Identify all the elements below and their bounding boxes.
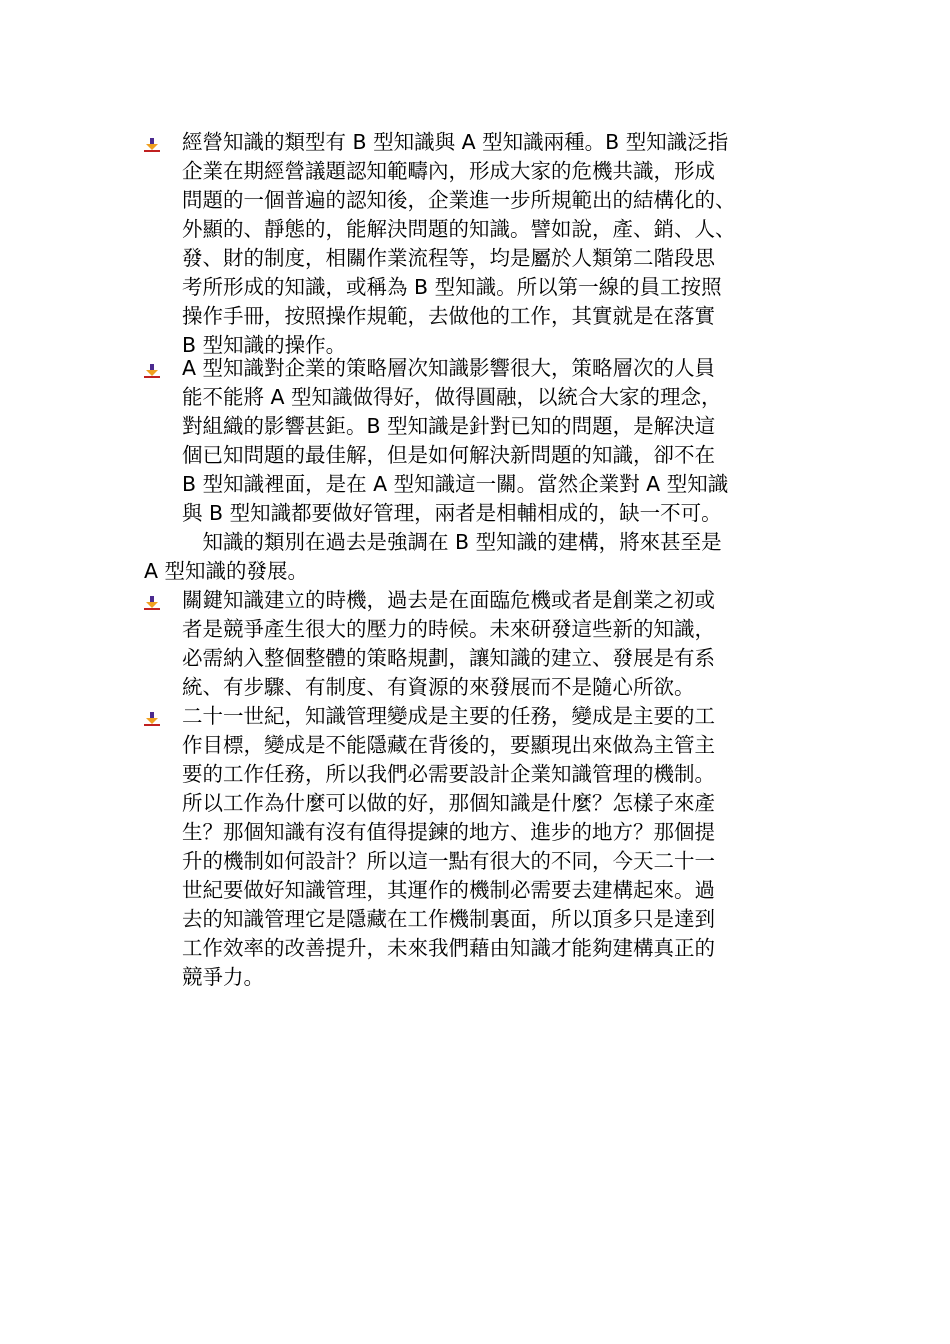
text-line: 問題的一個普遍的認知後，企業進一步所規範出的結構化的、 (182, 188, 736, 212)
text-line: 對組織的影響甚鉅。B 型知識是針對已知的問題，是解決這 (182, 414, 716, 438)
text-line: 生？那個知識有沒有值得提鍊的地方、進步的地方？那個提 (182, 820, 715, 844)
arrow-down-bullet-icon (144, 712, 160, 726)
text-line: 個已知問題的最佳解，但是如何解決新問題的知識，卻不在 (182, 443, 715, 467)
text-line: 所以工作為什麼可以做的好，那個知識是什麼？怎樣子來產 (182, 791, 715, 815)
text-line: 能不能將 A 型知識做得好，做得圓融，以統合大家的理念， (182, 385, 722, 409)
text-line: 關鍵知識建立的時機，過去是在面臨危機或者是創業之初或 (182, 588, 715, 612)
arrow-down-bullet-icon (144, 364, 160, 378)
bullet-item (144, 354, 814, 528)
text-line: 者是競爭產生很大的壓力的時候。未來研發這些新的知識， (182, 617, 715, 641)
text-line: A 型知識對企業的策略層次知識影響很大，策略層次的人員 (182, 356, 716, 380)
body-paragraph (144, 528, 814, 586)
text-line: 工作效率的改善提升，未來我們藉由知識才能夠建構真正的 (182, 936, 715, 960)
text-line: A 型知識的發展。 (144, 559, 309, 583)
text-line: 必需納入整個整體的策略規劃，讓知識的建立、發展是有系 (182, 646, 715, 670)
bullet-text (182, 702, 806, 992)
text-line: 發、財的制度，相關作業流程等，均是屬於人類第二階段思 (182, 246, 715, 270)
text-line: 企業在期經營議題認知範疇內，形成大家的危機共識，形成 (182, 159, 715, 183)
text-line: 外顯的、靜態的，能解決問題的知識。譬如說，產、銷、人、 (182, 217, 736, 241)
arrow-down-bullet-icon (144, 138, 160, 152)
text-line: 經營知識的類型有 B 型知識與 A 型知識兩種。B 型知識泛指 (182, 130, 729, 154)
text-line: 作目標，變成是不能隱藏在背後的，要顯現出來做為主管主 (182, 733, 715, 757)
bullet-item (144, 586, 814, 702)
text-line: 要的工作任務，所以我們必需要設計企業知識管理的機制。 (182, 762, 715, 786)
text-line: 操作手冊，按照操作規範，去做他的工作，其實就是在落實 (182, 304, 715, 328)
text-line: 知識的類別在過去是強調在 B 型知識的建構，將來甚至是 (182, 530, 722, 554)
text-line: 世紀要做好知識管理，其運作的機制必需要去建構起來。過 (182, 878, 715, 902)
text-line: B 型知識的操作。 (182, 333, 347, 357)
text-line: 統、有步驟、有制度、有資源的來發展而不是隨心所欲。 (182, 675, 695, 699)
text-line: 二十一世紀，知識管理變成是主要的任務，變成是主要的工 (182, 704, 715, 728)
text-line: 去的知識管理它是隱藏在工作機制裏面，所以頂多只是達到 (182, 907, 715, 931)
text-line: 與 B 型知識都要做好管理，兩者是相輔相成的，缺一不可。 (182, 501, 722, 525)
text-line: 競爭力。 (182, 965, 264, 989)
arrow-down-bullet-icon (144, 596, 160, 610)
bullet-item (144, 128, 814, 360)
bullet-item (144, 702, 814, 992)
bullet-text (182, 128, 806, 360)
bullet-text (182, 586, 806, 702)
text-line: 考所形成的知識，或稱為 B 型知識。所以第一線的員工按照 (182, 275, 722, 299)
bullet-text (182, 354, 806, 528)
text-line: 升的機制如何設計？所以這一點有很大的不同，今天二十一 (182, 849, 715, 873)
text-line: B 型知識裡面，是在 A 型知識這一關。當然企業對 A 型知識 (182, 472, 729, 496)
